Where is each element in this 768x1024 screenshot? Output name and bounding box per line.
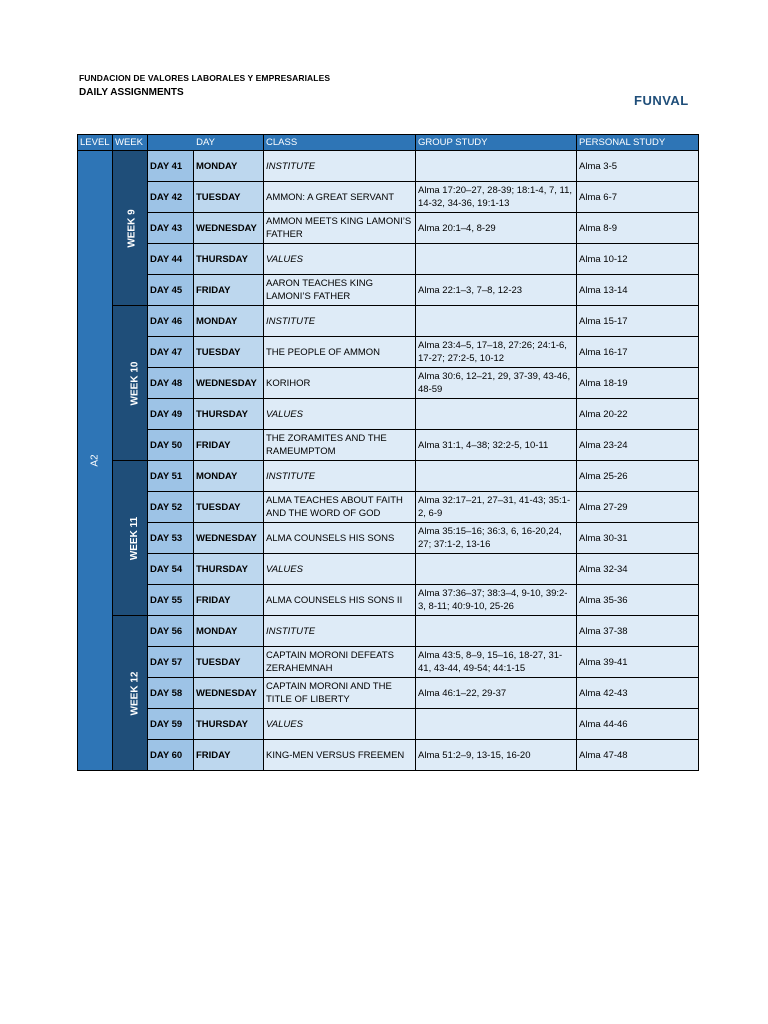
- group-study-cell: [416, 461, 577, 492]
- group-study-cell: [416, 554, 577, 585]
- weekday-cell: WEDNESDAY: [194, 678, 264, 709]
- week-cell: [113, 151, 148, 306]
- weekday-cell: TUESDAY: [194, 492, 264, 523]
- table-row: [78, 585, 699, 616]
- personal-study-cell: Alma 27-29: [577, 492, 699, 523]
- table-row: [78, 616, 699, 647]
- day-number-cell: DAY 54: [148, 554, 194, 585]
- document-title: DAILY ASSIGNMENTS: [79, 87, 184, 98]
- class-cell: ALMA COUNSELS HIS SONS: [264, 523, 416, 554]
- table-header-row: [78, 135, 699, 151]
- table-row: [78, 709, 699, 740]
- col-header-day: DAY: [148, 135, 264, 151]
- day-number-cell: DAY 59: [148, 709, 194, 740]
- table-row: [78, 523, 699, 554]
- col-header-group-study: GROUP STUDY: [416, 135, 577, 151]
- day-number-cell: DAY 45: [148, 275, 194, 306]
- assignments-table: [77, 134, 699, 771]
- table-row: [78, 430, 699, 461]
- day-number-cell: DAY 53: [148, 523, 194, 554]
- group-study-cell: Alma 46:1–22, 29-37: [416, 678, 577, 709]
- weekday-cell: FRIDAY: [194, 740, 264, 771]
- personal-study-cell: Alma 10-12: [577, 244, 699, 275]
- weekday-cell: THURSDAY: [194, 399, 264, 430]
- class-cell: AMMON MEETS KING LAMONI’S FATHER: [264, 213, 416, 244]
- weekday-cell: THURSDAY: [194, 709, 264, 740]
- week-cell: [113, 461, 148, 616]
- group-study-cell: Alma 35:15–16; 36:3, 6, 16-20,24, 27; 37:1-2, 13-16: [416, 523, 577, 554]
- personal-study-cell: Alma 3-5: [577, 151, 699, 182]
- table-row: [78, 337, 699, 368]
- day-number-cell: DAY 41: [148, 151, 194, 182]
- group-study-cell: Alma 32:17–21, 27–31, 41-43; 35:1-2, 6-9: [416, 492, 577, 523]
- col-header-level: LEVEL: [78, 135, 113, 151]
- day-number-cell: DAY 50: [148, 430, 194, 461]
- table-row: [78, 244, 699, 275]
- personal-study-cell: Alma 13-14: [577, 275, 699, 306]
- weekday-cell: TUESDAY: [194, 182, 264, 213]
- class-cell: CAPTAIN MORONI DEFEATS ZERAHEMNAH: [264, 647, 416, 678]
- weekday-cell: MONDAY: [194, 151, 264, 182]
- table-row: [78, 275, 699, 306]
- weekday-cell: FRIDAY: [194, 585, 264, 616]
- group-study-cell: [416, 399, 577, 430]
- weekday-cell: FRIDAY: [194, 430, 264, 461]
- class-cell: VALUES: [264, 554, 416, 585]
- funval-logo: FUNVAL: [634, 93, 689, 108]
- table-row: [78, 492, 699, 523]
- weekday-cell: THURSDAY: [194, 244, 264, 275]
- level-cell: [78, 151, 113, 771]
- table-row: [78, 461, 699, 492]
- personal-study-cell: Alma 44-46: [577, 709, 699, 740]
- weekday-cell: MONDAY: [194, 306, 264, 337]
- personal-study-cell: Alma 37-38: [577, 616, 699, 647]
- class-cell: INSTITUTE: [264, 461, 416, 492]
- class-cell: AARON TEACHES KING LAMONI’S FATHER: [264, 275, 416, 306]
- group-study-cell: Alma 22:1–3, 7–8, 12-23: [416, 275, 577, 306]
- day-number-cell: DAY 51: [148, 461, 194, 492]
- day-number-cell: DAY 47: [148, 337, 194, 368]
- day-number-cell: DAY 48: [148, 368, 194, 399]
- class-cell: KORIHOR: [264, 368, 416, 399]
- weekday-cell: TUESDAY: [194, 647, 264, 678]
- personal-study-cell: Alma 32-34: [577, 554, 699, 585]
- weekday-cell: MONDAY: [194, 461, 264, 492]
- col-header-personal-study: PERSONAL STUDY: [577, 135, 699, 151]
- week-label: WEEK 11: [129, 516, 141, 560]
- day-number-cell: DAY 42: [148, 182, 194, 213]
- personal-study-cell: Alma 16-17: [577, 337, 699, 368]
- group-study-cell: Alma 30:6, 12–21, 29, 37-39, 43-46, 48-59: [416, 368, 577, 399]
- table-body: [78, 151, 699, 771]
- weekday-cell: WEDNESDAY: [194, 368, 264, 399]
- table-row: [78, 368, 699, 399]
- day-number-cell: DAY 60: [148, 740, 194, 771]
- day-number-cell: DAY 49: [148, 399, 194, 430]
- personal-study-cell: Alma 20-22: [577, 399, 699, 430]
- day-number-cell: DAY 57: [148, 647, 194, 678]
- day-number-cell: DAY 56: [148, 616, 194, 647]
- class-cell: VALUES: [264, 244, 416, 275]
- table-row: [78, 740, 699, 771]
- class-cell: VALUES: [264, 399, 416, 430]
- group-study-cell: [416, 709, 577, 740]
- group-study-cell: Alma 37:36–37; 38:3–4, 9-10, 39:2-3, 8-11; 40:9-10, 25-26: [416, 585, 577, 616]
- personal-study-cell: Alma 15-17: [577, 306, 699, 337]
- weekday-cell: MONDAY: [194, 616, 264, 647]
- day-number-cell: DAY 44: [148, 244, 194, 275]
- personal-study-cell: Alma 6-7: [577, 182, 699, 213]
- weekday-cell: WEDNESDAY: [194, 213, 264, 244]
- day-number-cell: DAY 52: [148, 492, 194, 523]
- personal-study-cell: Alma 39-41: [577, 647, 699, 678]
- col-header-class: CLASS: [264, 135, 416, 151]
- table-row: [78, 306, 699, 337]
- group-study-cell: [416, 151, 577, 182]
- day-number-cell: DAY 43: [148, 213, 194, 244]
- weekday-cell: TUESDAY: [194, 337, 264, 368]
- group-study-cell: Alma 20:1–4, 8-29: [416, 213, 577, 244]
- group-study-cell: [416, 244, 577, 275]
- table-row: [78, 647, 699, 678]
- col-header-week: WEEK: [113, 135, 148, 151]
- week-label: WEEK 12: [129, 671, 141, 715]
- group-study-cell: Alma 17:20–27, 28-39; 18:1-4, 7, 11, 14-32, 34-36, 19:1-13: [416, 182, 577, 213]
- personal-study-cell: Alma 23-24: [577, 430, 699, 461]
- table-row: [78, 213, 699, 244]
- class-cell: THE ZORAMITES AND THE RAMEUMPTOM: [264, 430, 416, 461]
- weekday-cell: FRIDAY: [194, 275, 264, 306]
- day-number-cell: DAY 58: [148, 678, 194, 709]
- class-cell: CAPTAIN MORONI AND THE TITLE OF LIBERTY: [264, 678, 416, 709]
- group-study-cell: Alma 51:2–9, 13-15, 16-20: [416, 740, 577, 771]
- table-row: [78, 554, 699, 585]
- organization-name: FUNDACION DE VALORES LABORALES Y EMPRESARIALES: [79, 73, 331, 83]
- table-row: [78, 182, 699, 213]
- class-cell: INSTITUTE: [264, 306, 416, 337]
- group-study-cell: Alma 31:1, 4–38; 32:2-5, 10-11: [416, 430, 577, 461]
- table-row: [78, 399, 699, 430]
- class-cell: INSTITUTE: [264, 616, 416, 647]
- personal-study-cell: Alma 47-48: [577, 740, 699, 771]
- personal-study-cell: Alma 25-26: [577, 461, 699, 492]
- level-label: A2: [89, 454, 101, 467]
- group-study-cell: [416, 616, 577, 647]
- weekday-cell: THURSDAY: [194, 554, 264, 585]
- weekday-cell: WEDNESDAY: [194, 523, 264, 554]
- group-study-cell: Alma 43:5, 8–9, 15–16, 18-27, 31-41, 43-44, 49-54; 44:1-15: [416, 647, 577, 678]
- table-row: [78, 678, 699, 709]
- personal-study-cell: Alma 42-43: [577, 678, 699, 709]
- class-cell: THE PEOPLE OF AMMON: [264, 337, 416, 368]
- class-cell: INSTITUTE: [264, 151, 416, 182]
- class-cell: ALMA TEACHES ABOUT FAITH AND THE WORD OF GOD: [264, 492, 416, 523]
- day-number-cell: DAY 55: [148, 585, 194, 616]
- class-cell: VALUES: [264, 709, 416, 740]
- personal-study-cell: Alma 30-31: [577, 523, 699, 554]
- personal-study-cell: Alma 18-19: [577, 368, 699, 399]
- personal-study-cell: Alma 8-9: [577, 213, 699, 244]
- class-cell: ALMA COUNSELS HIS SONS II: [264, 585, 416, 616]
- class-cell: AMMON: A GREAT SERVANT: [264, 182, 416, 213]
- group-study-cell: Alma 23:4–5, 17–18, 27:26; 24:1-6, 17-27; 27:2-5, 10-12: [416, 337, 577, 368]
- class-cell: KING-MEN VERSUS FREEMEN: [264, 740, 416, 771]
- personal-study-cell: Alma 35-36: [577, 585, 699, 616]
- week-cell: [113, 616, 148, 771]
- week-label: WEEK 9: [126, 208, 138, 248]
- week-label: WEEK 10: [129, 361, 141, 405]
- day-number-cell: DAY 46: [148, 306, 194, 337]
- week-cell: [113, 306, 148, 461]
- group-study-cell: [416, 306, 577, 337]
- table-row: [78, 151, 699, 182]
